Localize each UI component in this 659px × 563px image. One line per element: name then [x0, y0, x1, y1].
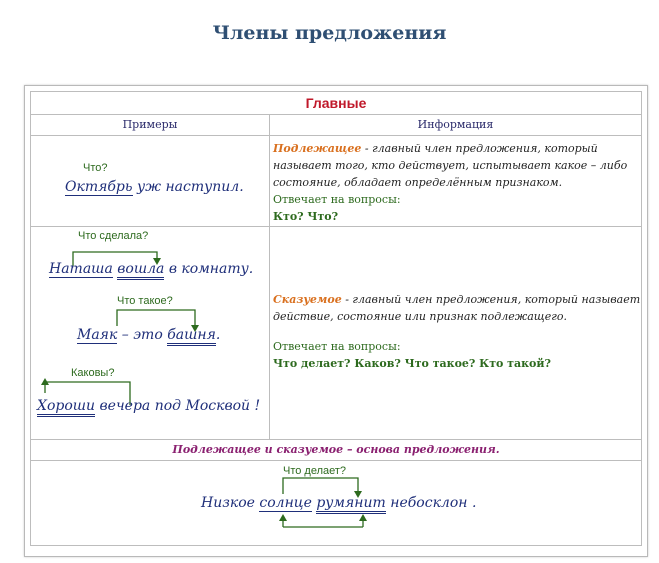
info-cell-subject [270, 136, 642, 227]
answers-label: Отвечает на вопросы: [273, 193, 401, 206]
subject-word: солнце [259, 495, 312, 511]
predicate-definition-2: действие, состояние или признак подлежащего. [273, 310, 567, 323]
question-label: Что? [83, 162, 108, 174]
grammar-basis-example [31, 461, 642, 546]
subject-definition-1: - главный член предложения, который [361, 142, 598, 155]
subject-word: Октябрь [65, 179, 133, 195]
grammar-basis-note: Подлежащее и сказуемое – основа предложения. [31, 440, 642, 461]
example-cell-subject [31, 136, 270, 227]
column-header-info: Информация [270, 115, 642, 136]
example-sentence [49, 261, 253, 277]
example-sentence [201, 495, 476, 511]
sentence-rest: уж наступил. [136, 179, 244, 195]
predicate-word: башня [167, 327, 216, 346]
answers-questions: Что делает? Каков? Что такое? Кто такой? [273, 357, 552, 370]
predicate-word: Хороши [37, 398, 95, 417]
subject-word: Маяк [77, 327, 118, 343]
sentence-rest: в комнату. [168, 261, 254, 277]
subject-definition-3: состояние, обладает определённым признаком. [273, 176, 563, 189]
example-sentence [37, 398, 260, 414]
predicate-word: вошла [117, 261, 164, 280]
term-predicate: Сказуемое [273, 293, 342, 306]
info-cell-predicate [270, 227, 642, 440]
example-cell-predicate [31, 227, 270, 440]
sentence-rest: вечера под Москвой ! [99, 398, 261, 414]
question-label: Что делает? [283, 465, 347, 477]
main-members-table-frame [24, 85, 648, 557]
predicate-definition-1: - главный член предложения, который называет [341, 293, 641, 306]
example-sentence [77, 327, 220, 343]
sentence-end: . [215, 327, 221, 343]
page-title: Члены предложения [212, 22, 447, 44]
question-label: Что сделала? [78, 230, 149, 242]
answers-questions: Кто? Что? [273, 210, 339, 223]
term-subject: Подлежащее [273, 142, 362, 155]
question-label: Что такое? [117, 295, 173, 307]
sentence-end: . [471, 495, 477, 511]
word-adjective: Низкое [201, 495, 255, 511]
main-members-table [30, 91, 642, 546]
word-object: небосклон [390, 495, 468, 511]
table-header: Главные [31, 92, 642, 115]
answers-label: Отвечает на вопросы: [273, 340, 401, 353]
subject-definition-2: называет того, кто действует, испытывает какое – либо [273, 159, 628, 172]
predicate-word: румянит [316, 495, 385, 514]
column-header-examples: Примеры [31, 115, 270, 136]
subject-word: Наташа [49, 261, 113, 277]
question-label: Каковы? [71, 367, 115, 379]
example-sentence [65, 179, 244, 195]
dash-word: – это [121, 327, 163, 343]
